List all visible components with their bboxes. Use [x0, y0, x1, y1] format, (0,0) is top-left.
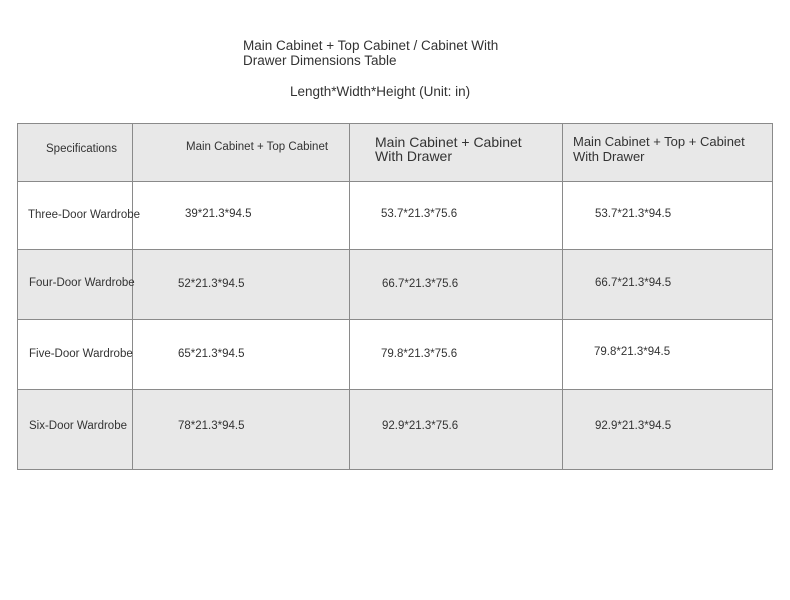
- spec-cell: Six-Door Wardrobe: [29, 420, 127, 432]
- dimensions-table: [17, 123, 773, 470]
- column-divider: [349, 124, 350, 469]
- header-main-drawer: Main Cabinet + Cabinet With Drawer: [375, 134, 522, 164]
- value-cell: 79.8*21.3*75.6: [381, 348, 458, 360]
- value-cell: 66.7*21.3*75.6: [382, 278, 459, 290]
- page-title: Main Cabinet + Top Cabinet / Cabinet With Drawer Dimensions Table: [243, 38, 499, 68]
- spec-cell: Four-Door Wardrobe: [29, 277, 135, 289]
- value-cell: 39*21.3*94.5: [185, 208, 252, 220]
- value-cell: 52*21.3*94.5: [178, 278, 245, 290]
- header-main-top-drawer: Main Cabinet + Top + Cabinet With Drawer: [573, 134, 745, 164]
- header-specifications: Specifications: [46, 143, 117, 155]
- header-main-top: Main Cabinet + Top Cabinet: [186, 141, 329, 153]
- column-divider: [132, 124, 133, 469]
- value-cell: 79.8*21.3*94.5: [594, 346, 671, 358]
- value-cell: 92.9*21.3*75.6: [382, 420, 459, 432]
- value-cell: 92.9*21.3*94.5: [595, 420, 672, 432]
- value-cell: 53.7*21.3*94.5: [595, 208, 672, 220]
- value-cell: 53.7*21.3*75.6: [381, 208, 458, 220]
- column-divider: [562, 124, 563, 469]
- spec-cell: Five-Door Wardrobe: [29, 348, 133, 360]
- value-cell: 65*21.3*94.5: [178, 348, 245, 360]
- spec-cell: Three-Door Wardrobe: [28, 209, 141, 221]
- value-cell: 78*21.3*94.5: [178, 420, 245, 432]
- value-cell: 66.7*21.3*94.5: [595, 277, 672, 289]
- units-subtitle: Length*Width*Height (Unit: in): [290, 84, 471, 99]
